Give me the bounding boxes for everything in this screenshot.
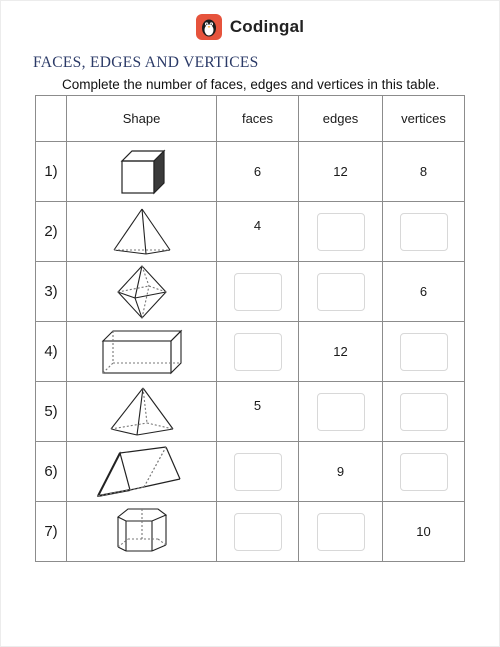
row-number: 1) [36,142,67,202]
vertices-value: 8 [419,164,428,179]
faces-cell [217,322,299,382]
faces-value: 5 [253,398,262,413]
shape-cell [67,262,217,322]
vertices-answer-box[interactable] [400,453,448,491]
vertices-cell [383,502,465,562]
edges-cell [299,382,383,442]
vertices-value: 10 [416,524,431,539]
pentagonal-prism-icon [112,505,172,559]
faces-cell [217,382,299,442]
worksheet-table [35,95,465,562]
cube-icon [117,148,167,196]
vertices-cell [383,262,465,322]
edges-cell [299,322,383,382]
octahedron-icon [115,264,169,320]
instructions-text: Complete the number of faces, edges and vertices in this table. [62,77,440,92]
table-row [36,502,465,562]
row-number: 5) [36,382,67,442]
brand-name: Codingal [229,17,305,36]
header-shape: Shape [67,96,217,142]
edges-cell [299,202,383,262]
penguin-icon [196,14,222,40]
vertices-answer-box[interactable] [400,213,448,251]
table-row [36,202,465,262]
edges-cell [299,142,383,202]
edges-cell [299,502,383,562]
triangular-pyramid-icon [110,206,174,258]
header-faces: faces [217,96,299,142]
edges-value: 9 [336,464,345,479]
faces-answer-box[interactable] [234,513,282,551]
row-number: 4) [36,322,67,382]
edges-answer-box[interactable] [317,513,365,551]
row-number: 7) [36,502,67,562]
faces-cell [217,202,299,262]
vertices-answer-box[interactable] [400,333,448,371]
shape-cell [67,322,217,382]
table-row [36,442,465,502]
vertices-cell [383,202,465,262]
row-number: 3) [36,262,67,322]
faces-cell [217,142,299,202]
faces-answer-box[interactable] [234,453,282,491]
faces-answer-box[interactable] [234,333,282,371]
vertices-cell [383,322,465,382]
table-row [36,262,465,322]
edges-value: 12 [333,344,348,359]
faces-answer-box[interactable] [234,273,282,311]
edges-answer-box[interactable] [317,273,365,311]
vertices-cell [383,382,465,442]
vertices-cell [383,142,465,202]
faces-value: 4 [253,218,262,233]
vertices-answer-box[interactable] [400,393,448,431]
edges-value: 12 [333,164,348,179]
brand-header [0,14,500,40]
vertices-value: 6 [419,284,428,299]
square-pyramid-icon [107,385,177,439]
faces-cell [217,502,299,562]
edges-cell [299,442,383,502]
page-title: FACES, EDGES AND VERTICES [33,54,259,71]
shape-cell [67,442,217,502]
triangular-prism-icon [94,443,190,501]
shape-cell [67,202,217,262]
shape-cell [67,142,217,202]
header-vertices: vertices [383,96,465,142]
table-row [36,382,465,442]
row-number: 2) [36,202,67,262]
vertices-cell [383,442,465,502]
faces-cell [217,442,299,502]
header-empty-cell [36,96,67,142]
shape-cell [67,382,217,442]
row-number: 6) [36,442,67,502]
faces-value: 6 [253,164,262,179]
header-edges: edges [299,96,383,142]
table-row [36,322,465,382]
faces-cell [217,262,299,322]
rectangular-prism-icon [100,328,184,376]
shape-cell [67,502,217,562]
edges-answer-box[interactable] [317,213,365,251]
edges-cell [299,262,383,322]
edges-answer-box[interactable] [317,393,365,431]
table-header-row [36,96,465,142]
table-row [36,142,465,202]
